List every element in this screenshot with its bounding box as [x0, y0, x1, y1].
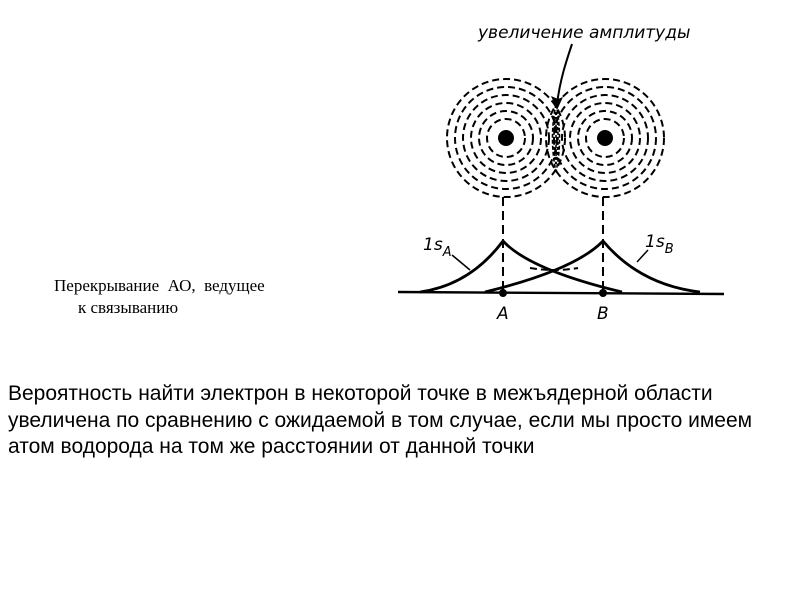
overlap-sum-curve: [530, 268, 578, 270]
figure-caption-line2: к связыванию: [78, 298, 179, 317]
projection-lines: [503, 197, 603, 292]
nucleus-b-dot: [597, 130, 613, 146]
internuclear-axis: [398, 292, 724, 294]
figure-caption-line1: Перекрывание АО, ведущее: [54, 276, 265, 295]
nucleus-a-label: A: [497, 304, 509, 324]
nucleus-b-label: B: [597, 304, 609, 324]
orbital-b-label: $1s_B$: [645, 232, 674, 257]
nucleus-a-marker: [499, 289, 507, 297]
orbital-a-leader: [452, 255, 470, 270]
nucleus-b-marker: [599, 289, 607, 297]
orbital-a-label: $1s_A$: [423, 235, 452, 260]
nucleus-a-dot: [498, 130, 514, 146]
amplitude-increase-label: увеличение амплитуды: [478, 23, 691, 43]
explanation-text: Вероятность найти электрон в некоторой точке в межъядерной области увеличена по сравнению с ожидаемой в том случае, если мы просто имеем атом водорода на том же расстоянии от данной точки: [8, 382, 753, 458]
figure-caption: [54, 275, 354, 319]
amplitude-arrow: [551, 44, 572, 110]
overlap-region: [553, 104, 560, 172]
